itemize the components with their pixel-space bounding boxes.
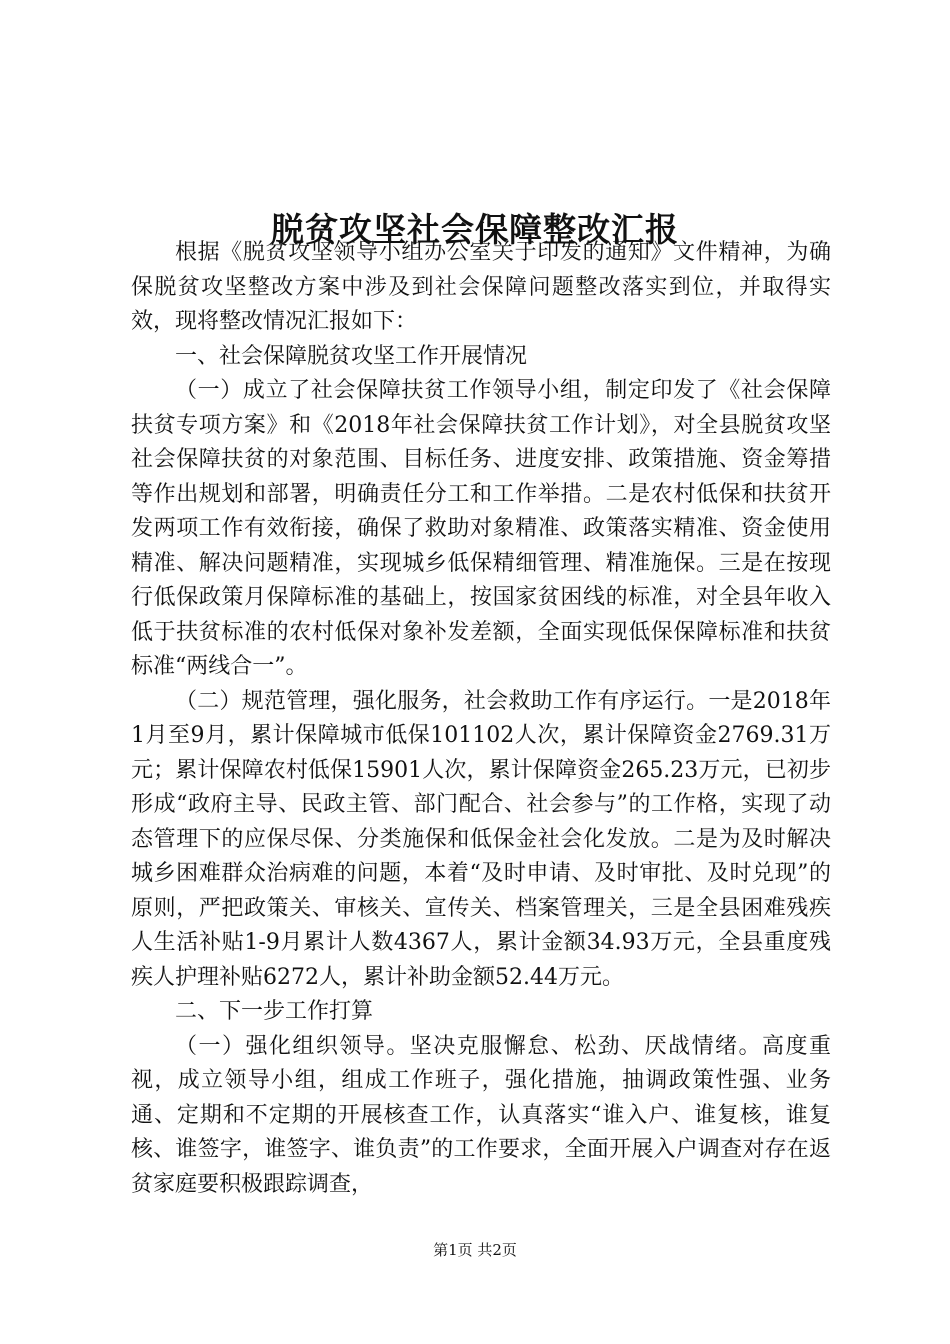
page-footer: 第1页 共2页	[433, 1241, 517, 1259]
document-body	[131, 236, 831, 1202]
intro-paragraph: 根据《脱贫攻坚领导小组办公室关于印发的通知》文件精神，为确保脱贫攻坚整改方案中涉及到社会保障问题整改落实到位，并取得实效，现将整改情况汇报如下：	[131, 240, 831, 334]
section-heading-1: 一、社会保障脱贫攻坚工作开展情况	[175, 343, 528, 369]
body-paragraph: （一）成立了社会保障扶贫工作领导小组，制定印发了《社会保障扶贫专项方案》和《2018年社会保障扶贫工作计划》，对全县脱贫攻坚社会保障扶贫的对象范围、目标任务、进度安排、政策措施、资金筹措等作出规划和部署，明确责任分工和工作举措。二是农村低保和扶贫开发两项工作有效衔接，确保了救助对象精准、政策落实精准、资金使用精准、解决问题精准，实现城乡低保精细管理、精准施保。三是在按现行低保政策月保障标准的基础上，按国家贫困线的标准，对全县年收入低于扶贫标准的农村低保对象补发差额，全面实现低保保障标准和扶贫标准“两线合一”。	[131, 378, 831, 679]
body-paragraph: （二）规范管理，强化服务，社会救助工作有序运行。一是2018年1月至9月，累计保障城市低保101102人次，累计保障资金2769.31万元；累计保障农村低保15901人次，累计保障资金265.23万元，已初步形成“政府主导、民政主管、部门配合、社会参与”的工作格，实现了动态管理下的应保尽保、分类施保和低保金社会化发放。二是为及时解决城乡困难群众治病难的问题，本着“及时申请、及时审批、及时兑现”的原则，严把政策关、审核关、宣传关、档案管理关，三是全县困难残疾人生活补贴1-9月累计人数4367人，累计金额34.93万元，全县重度残疾人护理补贴6272人，累计补助金额52.44万元。	[131, 688, 831, 990]
section-heading-2: 二、下一步工作打算	[175, 999, 374, 1024]
document-title: 脱贫攻坚社会保障整改汇报	[271, 210, 679, 250]
body-paragraph: （一）强化组织领导。坚决克服懈怠、松劲、厌战情绪。高度重视，成立领导小组，组成工作班子，强化措施，抽调政策性强、业务通、定期和不定期的开展核查工作，认真落实“谁入户、谁复核，谁复核、谁签字，谁签字、谁负责”的工作要求，全面开展入户调查对存在返贫家庭要积极跟踪调查，	[131, 1033, 831, 1197]
